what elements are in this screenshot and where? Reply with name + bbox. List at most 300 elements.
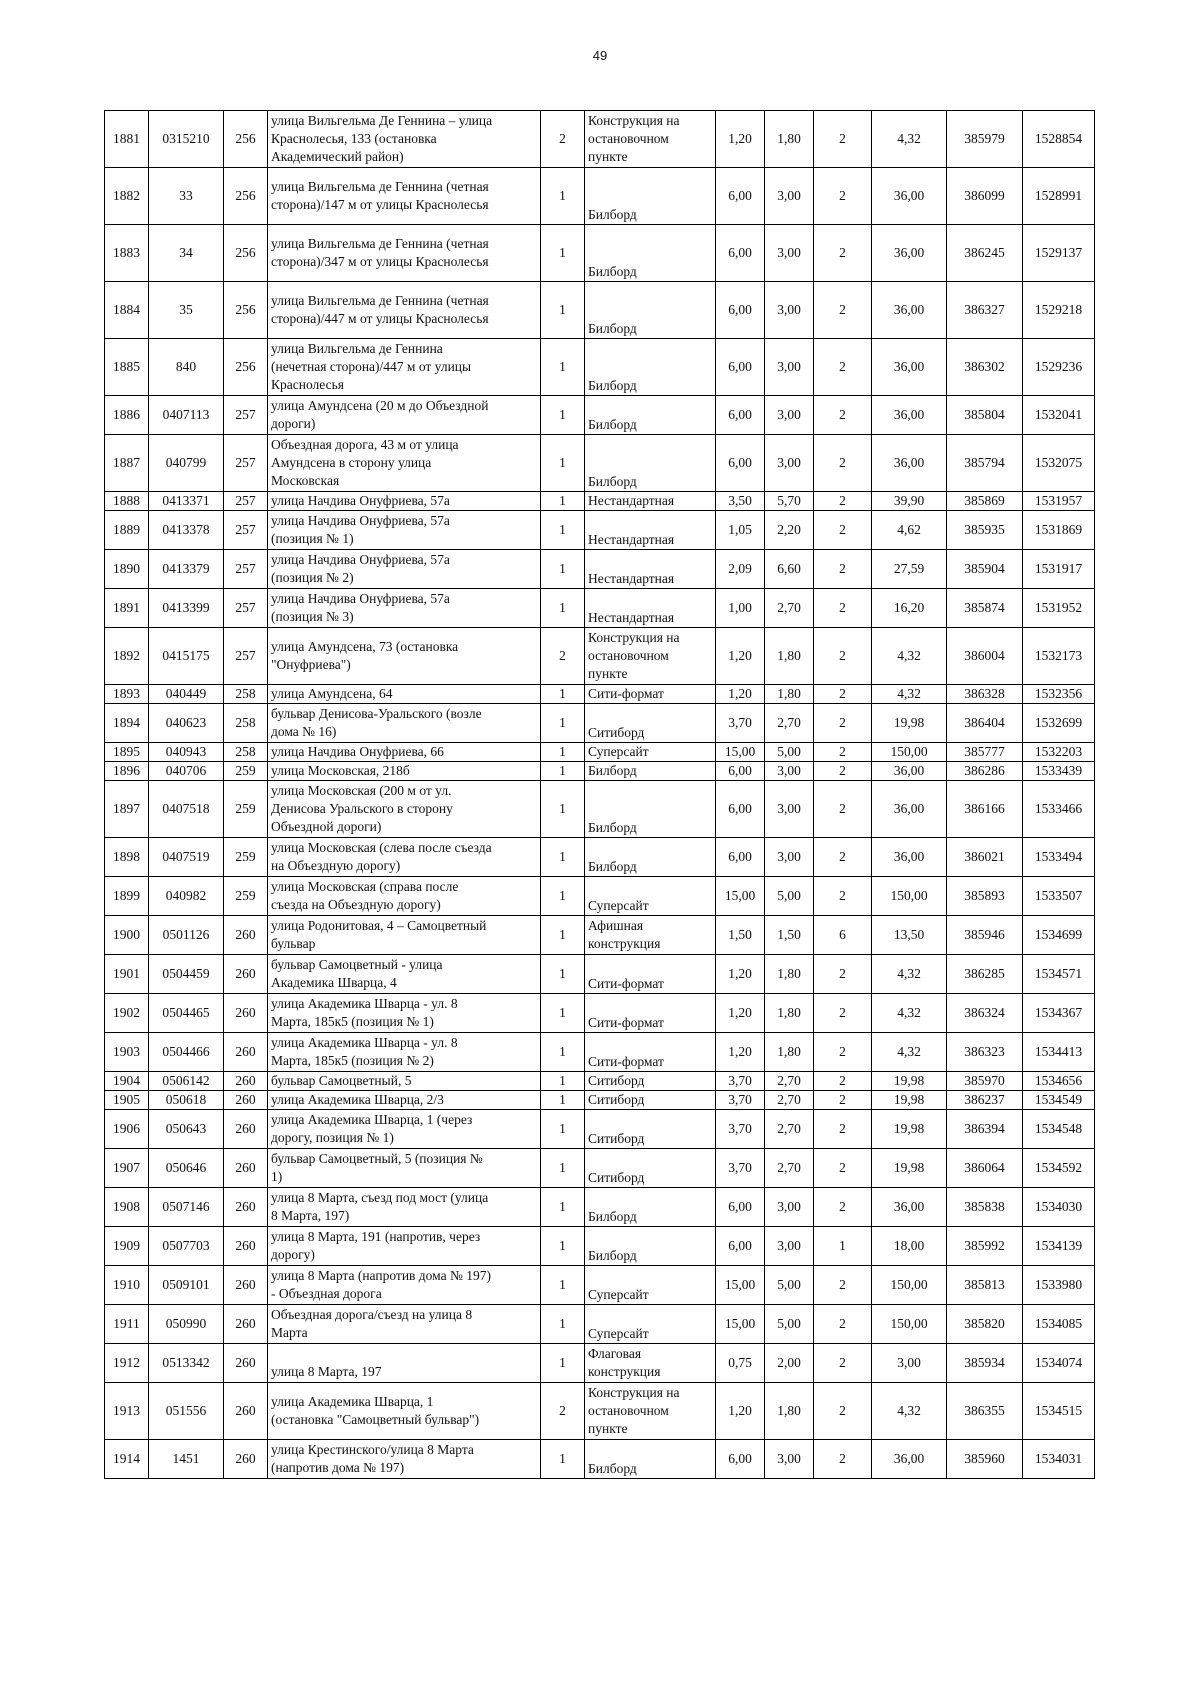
width-cell: 1,20	[716, 111, 765, 168]
width-cell: 6,00	[716, 838, 765, 877]
table-row	[105, 550, 1095, 589]
quantity-cell: 1	[541, 1110, 585, 1149]
structure-code-cell: 0509101	[149, 1266, 224, 1305]
quantity-cell: 1	[541, 916, 585, 955]
area-cell: 39,90	[872, 492, 947, 511]
zone-number-cell: 260	[224, 1072, 268, 1091]
width-cell: 3,70	[716, 704, 765, 743]
width-cell: 1,50	[716, 916, 765, 955]
width-cell: 2,09	[716, 550, 765, 589]
zone-number-cell: 260	[224, 916, 268, 955]
structure-type-cell: Сити-формат	[585, 955, 716, 994]
area-cell: 36,00	[872, 168, 947, 225]
height-cell: 2,70	[765, 1110, 814, 1149]
structure-code-cell: 840	[149, 339, 224, 396]
coord-x-cell: 386302	[947, 339, 1023, 396]
coord-x-cell: 386237	[947, 1091, 1023, 1110]
height-cell: 3,00	[765, 762, 814, 781]
zone-number-cell: 256	[224, 339, 268, 396]
structure-type-cell: Ситиборд	[585, 1072, 716, 1091]
height-cell: 5,70	[765, 492, 814, 511]
table-row	[105, 1305, 1095, 1344]
area-cell: 19,98	[872, 704, 947, 743]
height-cell: 3,00	[765, 168, 814, 225]
width-cell: 3,70	[716, 1149, 765, 1188]
address-cell: улица Академика Шварца, 1 (через дорогу, позиция № 1)	[268, 1110, 541, 1149]
quantity-cell: 1	[541, 838, 585, 877]
row-number-cell: 1889	[105, 511, 149, 550]
coord-x-cell: 386285	[947, 955, 1023, 994]
sides-count-cell: 2	[814, 225, 872, 282]
width-cell: 15,00	[716, 1266, 765, 1305]
table-row	[105, 492, 1095, 511]
sides-count-cell: 2	[814, 1188, 872, 1227]
structure-code-cell: 040799	[149, 435, 224, 492]
coord-x-cell: 386166	[947, 781, 1023, 838]
structure-type-cell: Билборд	[585, 396, 716, 435]
row-number-cell: 1905	[105, 1091, 149, 1110]
width-cell: 3,70	[716, 1110, 765, 1149]
sides-count-cell: 2	[814, 550, 872, 589]
structure-code-cell: 040706	[149, 762, 224, 781]
zone-number-cell: 260	[224, 1188, 268, 1227]
coord-y-cell: 1529218	[1023, 282, 1095, 339]
height-cell: 1,80	[765, 994, 814, 1033]
coord-x-cell: 385804	[947, 396, 1023, 435]
row-number-cell: 1898	[105, 838, 149, 877]
address-cell: улица Московская, 218б	[268, 762, 541, 781]
coord-y-cell: 1534367	[1023, 994, 1095, 1033]
table-row	[105, 282, 1095, 339]
table-row	[105, 628, 1095, 685]
structure-type-cell: Билборд	[585, 168, 716, 225]
coord-y-cell: 1532041	[1023, 396, 1095, 435]
structure-code-cell: 0504459	[149, 955, 224, 994]
area-cell: 4,32	[872, 1033, 947, 1072]
sides-count-cell: 2	[814, 838, 872, 877]
coord-x-cell: 386328	[947, 685, 1023, 704]
coord-y-cell: 1531957	[1023, 492, 1095, 511]
address-cell: улица Академика Шварца, 1 (остановка "Самоцветный бульвар")	[268, 1383, 541, 1440]
sides-count-cell: 2	[814, 781, 872, 838]
area-cell: 19,98	[872, 1072, 947, 1091]
area-cell: 27,59	[872, 550, 947, 589]
coord-x-cell: 386323	[947, 1033, 1023, 1072]
row-number-cell: 1886	[105, 396, 149, 435]
table-row	[105, 168, 1095, 225]
sides-count-cell: 2	[814, 511, 872, 550]
width-cell: 6,00	[716, 435, 765, 492]
area-cell: 36,00	[872, 435, 947, 492]
structure-type-cell: Нестандартная	[585, 550, 716, 589]
width-cell: 1,20	[716, 1033, 765, 1072]
coord-x-cell: 386324	[947, 994, 1023, 1033]
height-cell: 3,00	[765, 435, 814, 492]
quantity-cell: 1	[541, 743, 585, 762]
coord-y-cell: 1534549	[1023, 1091, 1095, 1110]
address-cell: улица Вильгельма де Геннина (четная сторона)/347 м от улицы Краснолесья	[268, 225, 541, 282]
coord-x-cell: 385946	[947, 916, 1023, 955]
structure-type-cell: Билборд	[585, 1440, 716, 1479]
zone-number-cell: 258	[224, 685, 268, 704]
coord-x-cell: 385960	[947, 1440, 1023, 1479]
coord-y-cell: 1533980	[1023, 1266, 1095, 1305]
advertising-structures-table	[104, 110, 1095, 1479]
quantity-cell: 1	[541, 1344, 585, 1383]
sides-count-cell: 2	[814, 1305, 872, 1344]
sides-count-cell: 2	[814, 435, 872, 492]
structure-type-cell: Конструкция на остановочном пункте	[585, 628, 716, 685]
structure-code-cell: 050643	[149, 1110, 224, 1149]
table-row	[105, 111, 1095, 168]
table-row	[105, 955, 1095, 994]
address-cell: улица Крестинского/улица 8 Марта (напротив дома № 197)	[268, 1440, 541, 1479]
coord-x-cell: 386064	[947, 1149, 1023, 1188]
coord-y-cell: 1534074	[1023, 1344, 1095, 1383]
zone-number-cell: 260	[224, 1033, 268, 1072]
coord-y-cell: 1531917	[1023, 550, 1095, 589]
area-cell: 36,00	[872, 762, 947, 781]
structure-code-cell: 0507146	[149, 1188, 224, 1227]
coord-y-cell: 1533466	[1023, 781, 1095, 838]
structure-code-cell: 0415175	[149, 628, 224, 685]
structure-type-cell: Суперсайт	[585, 1266, 716, 1305]
coord-y-cell: 1529137	[1023, 225, 1095, 282]
structure-code-cell: 35	[149, 282, 224, 339]
structure-type-cell: Билборд	[585, 282, 716, 339]
quantity-cell: 1	[541, 1091, 585, 1110]
sides-count-cell: 2	[814, 704, 872, 743]
height-cell: 2,70	[765, 1091, 814, 1110]
coord-x-cell: 386245	[947, 225, 1023, 282]
coord-x-cell: 386099	[947, 168, 1023, 225]
coord-y-cell: 1532699	[1023, 704, 1095, 743]
zone-number-cell: 260	[224, 1383, 268, 1440]
sides-count-cell: 2	[814, 168, 872, 225]
coord-y-cell: 1534592	[1023, 1149, 1095, 1188]
coord-x-cell: 385935	[947, 511, 1023, 550]
quantity-cell: 1	[541, 704, 585, 743]
structure-code-cell: 0413399	[149, 589, 224, 628]
height-cell: 3,00	[765, 1440, 814, 1479]
quantity-cell: 1	[541, 435, 585, 492]
area-cell: 150,00	[872, 743, 947, 762]
height-cell: 3,00	[765, 396, 814, 435]
row-number-cell: 1881	[105, 111, 149, 168]
width-cell: 15,00	[716, 1305, 765, 1344]
zone-number-cell: 260	[224, 1344, 268, 1383]
structure-type-cell: Флаговая конструкция	[585, 1344, 716, 1383]
structure-code-cell: 0407519	[149, 838, 224, 877]
area-cell: 4,32	[872, 994, 947, 1033]
quantity-cell: 1	[541, 1266, 585, 1305]
table-row	[105, 1110, 1095, 1149]
row-number-cell: 1893	[105, 685, 149, 704]
address-cell: улица Вильгельма Де Геннина – улица Краснолесья, 133 (остановка Академический район)	[268, 111, 541, 168]
quantity-cell: 1	[541, 877, 585, 916]
zone-number-cell: 257	[224, 628, 268, 685]
zone-number-cell: 256	[224, 111, 268, 168]
area-cell: 19,98	[872, 1149, 947, 1188]
structure-type-cell: Нестандартная	[585, 589, 716, 628]
coord-x-cell: 385813	[947, 1266, 1023, 1305]
table-row	[105, 1188, 1095, 1227]
coord-y-cell: 1533507	[1023, 877, 1095, 916]
coord-x-cell: 385794	[947, 435, 1023, 492]
coord-x-cell: 386327	[947, 282, 1023, 339]
area-cell: 13,50	[872, 916, 947, 955]
quantity-cell: 1	[541, 1188, 585, 1227]
quantity-cell: 1	[541, 1072, 585, 1091]
structure-type-cell: Билборд	[585, 435, 716, 492]
table-row	[105, 339, 1095, 396]
coord-y-cell: 1532173	[1023, 628, 1095, 685]
width-cell: 6,00	[716, 781, 765, 838]
row-number-cell: 1887	[105, 435, 149, 492]
area-cell: 4,62	[872, 511, 947, 550]
zone-number-cell: 259	[224, 877, 268, 916]
structure-code-cell: 0315210	[149, 111, 224, 168]
address-cell: улица Вильгельма де Геннина (четная сторона)/147 м от улицы Краснолесья	[268, 168, 541, 225]
structure-type-cell: Нестандартная	[585, 511, 716, 550]
coord-x-cell: 386355	[947, 1383, 1023, 1440]
structure-code-cell: 040982	[149, 877, 224, 916]
width-cell: 1,20	[716, 955, 765, 994]
coord-y-cell: 1528991	[1023, 168, 1095, 225]
quantity-cell: 1	[541, 589, 585, 628]
coord-y-cell: 1534413	[1023, 1033, 1095, 1072]
coord-y-cell: 1534085	[1023, 1305, 1095, 1344]
sides-count-cell: 2	[814, 282, 872, 339]
width-cell: 6,00	[716, 1188, 765, 1227]
table-row	[105, 916, 1095, 955]
row-number-cell: 1913	[105, 1383, 149, 1440]
structure-type-cell: Ситиборд	[585, 1149, 716, 1188]
height-cell: 3,00	[765, 838, 814, 877]
coord-y-cell: 1532356	[1023, 685, 1095, 704]
height-cell: 2,20	[765, 511, 814, 550]
address-cell: улица Академика Шварца, 2/3	[268, 1091, 541, 1110]
row-number-cell: 1891	[105, 589, 149, 628]
address-cell: бульвар Самоцветный - улица Академика Шварца, 4	[268, 955, 541, 994]
coord-y-cell: 1534515	[1023, 1383, 1095, 1440]
quantity-cell: 1	[541, 225, 585, 282]
table-row	[105, 1033, 1095, 1072]
sides-count-cell: 2	[814, 1266, 872, 1305]
width-cell: 6,00	[716, 1440, 765, 1479]
height-cell: 1,80	[765, 685, 814, 704]
row-number-cell: 1894	[105, 704, 149, 743]
zone-number-cell: 260	[224, 1149, 268, 1188]
structure-type-cell: Билборд	[585, 838, 716, 877]
structure-type-cell: Билборд	[585, 1188, 716, 1227]
row-number-cell: 1899	[105, 877, 149, 916]
structure-code-cell: 040623	[149, 704, 224, 743]
area-cell: 4,32	[872, 685, 947, 704]
area-cell: 150,00	[872, 1266, 947, 1305]
quantity-cell: 2	[541, 628, 585, 685]
height-cell: 3,00	[765, 339, 814, 396]
row-number-cell: 1902	[105, 994, 149, 1033]
structure-code-cell: 1451	[149, 1440, 224, 1479]
coord-y-cell: 1531952	[1023, 589, 1095, 628]
row-number-cell: 1914	[105, 1440, 149, 1479]
width-cell: 6,00	[716, 396, 765, 435]
row-number-cell: 1884	[105, 282, 149, 339]
coord-y-cell: 1534656	[1023, 1072, 1095, 1091]
area-cell: 36,00	[872, 225, 947, 282]
sides-count-cell: 2	[814, 1149, 872, 1188]
row-number-cell: 1906	[105, 1110, 149, 1149]
quantity-cell: 1	[541, 492, 585, 511]
width-cell: 1,20	[716, 994, 765, 1033]
structure-type-cell: Суперсайт	[585, 1305, 716, 1344]
row-number-cell: 1883	[105, 225, 149, 282]
address-cell: Объездная дорога, 43 м от улица Амундсена в сторону улица Московская	[268, 435, 541, 492]
sides-count-cell: 2	[814, 628, 872, 685]
table-row	[105, 1266, 1095, 1305]
table-row	[105, 781, 1095, 838]
table-row	[105, 685, 1095, 704]
structure-code-cell: 0507703	[149, 1227, 224, 1266]
structure-code-cell: 040449	[149, 685, 224, 704]
sides-count-cell: 2	[814, 339, 872, 396]
structure-type-cell: Конструкция на остановочном пункте	[585, 111, 716, 168]
coord-x-cell: 385979	[947, 111, 1023, 168]
table-row	[105, 877, 1095, 916]
width-cell: 3,50	[716, 492, 765, 511]
width-cell: 15,00	[716, 743, 765, 762]
area-cell: 18,00	[872, 1227, 947, 1266]
coord-y-cell: 1528854	[1023, 111, 1095, 168]
coord-x-cell: 385820	[947, 1305, 1023, 1344]
address-cell: улица Начдива Онуфриева, 57а	[268, 492, 541, 511]
structure-type-cell: Ситиборд	[585, 704, 716, 743]
table-row	[105, 704, 1095, 743]
row-number-cell: 1903	[105, 1033, 149, 1072]
zone-number-cell: 260	[224, 994, 268, 1033]
zone-number-cell: 260	[224, 1091, 268, 1110]
coord-x-cell: 386286	[947, 762, 1023, 781]
area-cell: 36,00	[872, 781, 947, 838]
width-cell: 1,05	[716, 511, 765, 550]
sides-count-cell: 2	[814, 1091, 872, 1110]
row-number-cell: 1882	[105, 168, 149, 225]
zone-number-cell: 257	[224, 396, 268, 435]
area-cell: 4,32	[872, 1383, 947, 1440]
height-cell: 6,60	[765, 550, 814, 589]
area-cell: 4,32	[872, 111, 947, 168]
quantity-cell: 2	[541, 1383, 585, 1440]
structure-code-cell: 0504465	[149, 994, 224, 1033]
coord-x-cell: 386404	[947, 704, 1023, 743]
structure-code-cell: 0413371	[149, 492, 224, 511]
address-cell: улица Начдива Онуфриева, 57а (позиция № 1)	[268, 511, 541, 550]
zone-number-cell: 259	[224, 781, 268, 838]
area-cell: 4,32	[872, 628, 947, 685]
address-cell: улица Начдива Онуфриева, 57а (позиция № 3)	[268, 589, 541, 628]
coord-x-cell: 385970	[947, 1072, 1023, 1091]
zone-number-cell: 257	[224, 550, 268, 589]
zone-number-cell: 260	[224, 1440, 268, 1479]
quantity-cell: 1	[541, 781, 585, 838]
quantity-cell: 1	[541, 282, 585, 339]
sides-count-cell: 2	[814, 1110, 872, 1149]
page-number: 49	[592, 48, 608, 63]
width-cell: 3,70	[716, 1072, 765, 1091]
coord-x-cell: 386394	[947, 1110, 1023, 1149]
coord-x-cell: 385904	[947, 550, 1023, 589]
area-cell: 3,00	[872, 1344, 947, 1383]
area-cell: 36,00	[872, 1188, 947, 1227]
quantity-cell: 1	[541, 1227, 585, 1266]
structure-type-cell: Сити-формат	[585, 685, 716, 704]
table-row	[105, 838, 1095, 877]
zone-number-cell: 256	[224, 225, 268, 282]
row-number-cell: 1892	[105, 628, 149, 685]
table-row	[105, 589, 1095, 628]
structure-type-cell: Конструкция на остановочном пункте	[585, 1383, 716, 1440]
address-cell: улица Амундсена (20 м до Объездной дороги)	[268, 396, 541, 435]
row-number-cell: 1896	[105, 762, 149, 781]
coord-y-cell: 1533439	[1023, 762, 1095, 781]
zone-number-cell: 258	[224, 743, 268, 762]
zone-number-cell: 257	[224, 435, 268, 492]
structure-code-cell: 0504466	[149, 1033, 224, 1072]
sides-count-cell: 2	[814, 994, 872, 1033]
address-cell: улица Родонитовая, 4 – Самоцветный бульвар	[268, 916, 541, 955]
width-cell: 1,20	[716, 685, 765, 704]
structure-code-cell: 050990	[149, 1305, 224, 1344]
address-cell: улица Академика Шварца - ул. 8 Марта, 185к5 (позиция № 1)	[268, 994, 541, 1033]
width-cell: 0,75	[716, 1344, 765, 1383]
quantity-cell: 2	[541, 111, 585, 168]
sides-count-cell: 2	[814, 877, 872, 916]
structure-code-cell: 0407113	[149, 396, 224, 435]
quantity-cell: 1	[541, 339, 585, 396]
table-row	[105, 1149, 1095, 1188]
sides-count-cell: 2	[814, 396, 872, 435]
table-row	[105, 743, 1095, 762]
structure-code-cell: 050646	[149, 1149, 224, 1188]
quantity-cell: 1	[541, 511, 585, 550]
zone-number-cell: 259	[224, 762, 268, 781]
coord-y-cell: 1534571	[1023, 955, 1095, 994]
height-cell: 1,80	[765, 628, 814, 685]
coord-y-cell: 1534699	[1023, 916, 1095, 955]
height-cell: 1,50	[765, 916, 814, 955]
area-cell: 19,98	[872, 1091, 947, 1110]
row-number-cell: 1910	[105, 1266, 149, 1305]
structure-code-cell: 040943	[149, 743, 224, 762]
area-cell: 36,00	[872, 339, 947, 396]
quantity-cell: 1	[541, 168, 585, 225]
zone-number-cell: 256	[224, 168, 268, 225]
coord-x-cell: 385777	[947, 743, 1023, 762]
structure-code-cell: 34	[149, 225, 224, 282]
table-row	[105, 1344, 1095, 1383]
coord-y-cell: 1529236	[1023, 339, 1095, 396]
height-cell: 2,70	[765, 1149, 814, 1188]
width-cell: 6,00	[716, 339, 765, 396]
zone-number-cell: 260	[224, 1110, 268, 1149]
structure-type-cell: Нестандартная	[585, 492, 716, 511]
structure-type-cell: Билборд	[585, 339, 716, 396]
height-cell: 2,70	[765, 589, 814, 628]
height-cell: 5,00	[765, 1266, 814, 1305]
row-number-cell: 1885	[105, 339, 149, 396]
quantity-cell: 1	[541, 685, 585, 704]
